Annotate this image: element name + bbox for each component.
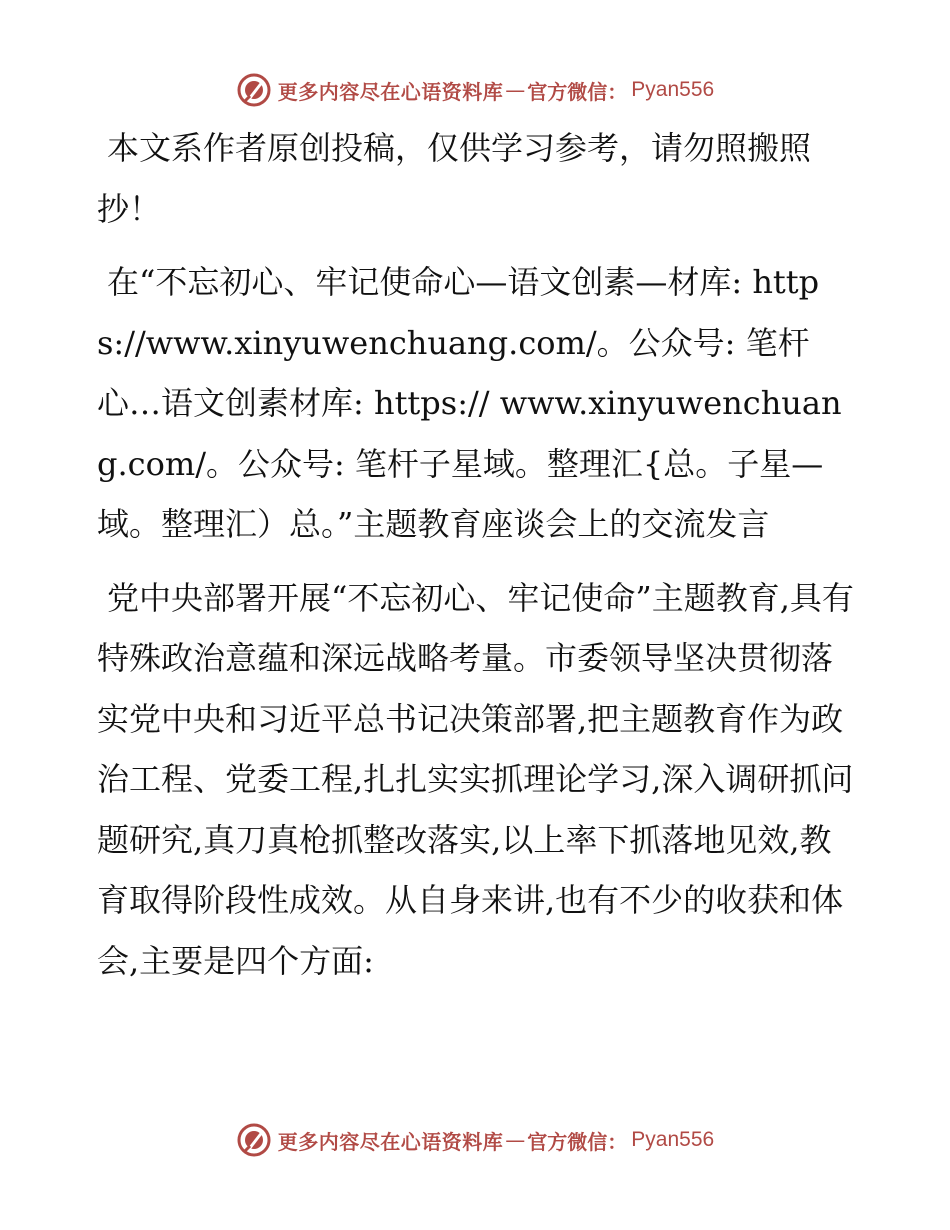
header-watermark (0, 70, 950, 110)
watermark-brand: 更多内容尽在心语资料库 (277, 79, 504, 104)
paragraph-body: 党中央部署开展“不忘初心、牢记使命”主题教育,具有特殊政治意蕴和深远战略考量。市委领导坚决贯彻落实党中央和习近平总书记决策部署,把主题教育作为政治工程、党委工程,扎扎实实抓理论学习,深入调研抓问题研究,真刀真枪抓整改落实,以上率下抓落地见效,教育取得阶段性成效。从自身来讲,也有不少的收获和体会,主要是四个方面: (97, 578, 854, 980)
watermark-separator: — (505, 1128, 526, 1152)
quill-logo-icon (236, 72, 272, 108)
paragraph-disclaimer: 本文系作者原创投稿，仅供学习参考，请勿照搬照抄！ (97, 129, 812, 228)
watermark-wechat-id: Pyan556 (631, 1128, 715, 1151)
footer-watermark (0, 1120, 950, 1160)
watermark-wechat-id: Pyan556 (631, 78, 715, 101)
watermark-wechat-label: 官方微信： (527, 79, 628, 104)
paragraph-title: 在“不忘初心、牢记使命心—语文创素—材库: https://www.xinyuwenchuang.com/。公众号: 笔杆心…语文创素材库: https:// www.xinyuwenchuang.com/。公众号: 笔杆子星域。整理汇{总。子星—域。整理汇）总。”主题教育座谈会上的交流发言 (97, 263, 842, 543)
watermark-separator: — (505, 78, 526, 102)
document-body (97, 118, 857, 1004)
quill-logo-icon (236, 1122, 272, 1158)
watermark-wechat-label: 官方微信： (527, 1129, 628, 1154)
watermark-brand: 更多内容尽在心语资料库 (277, 1129, 504, 1154)
